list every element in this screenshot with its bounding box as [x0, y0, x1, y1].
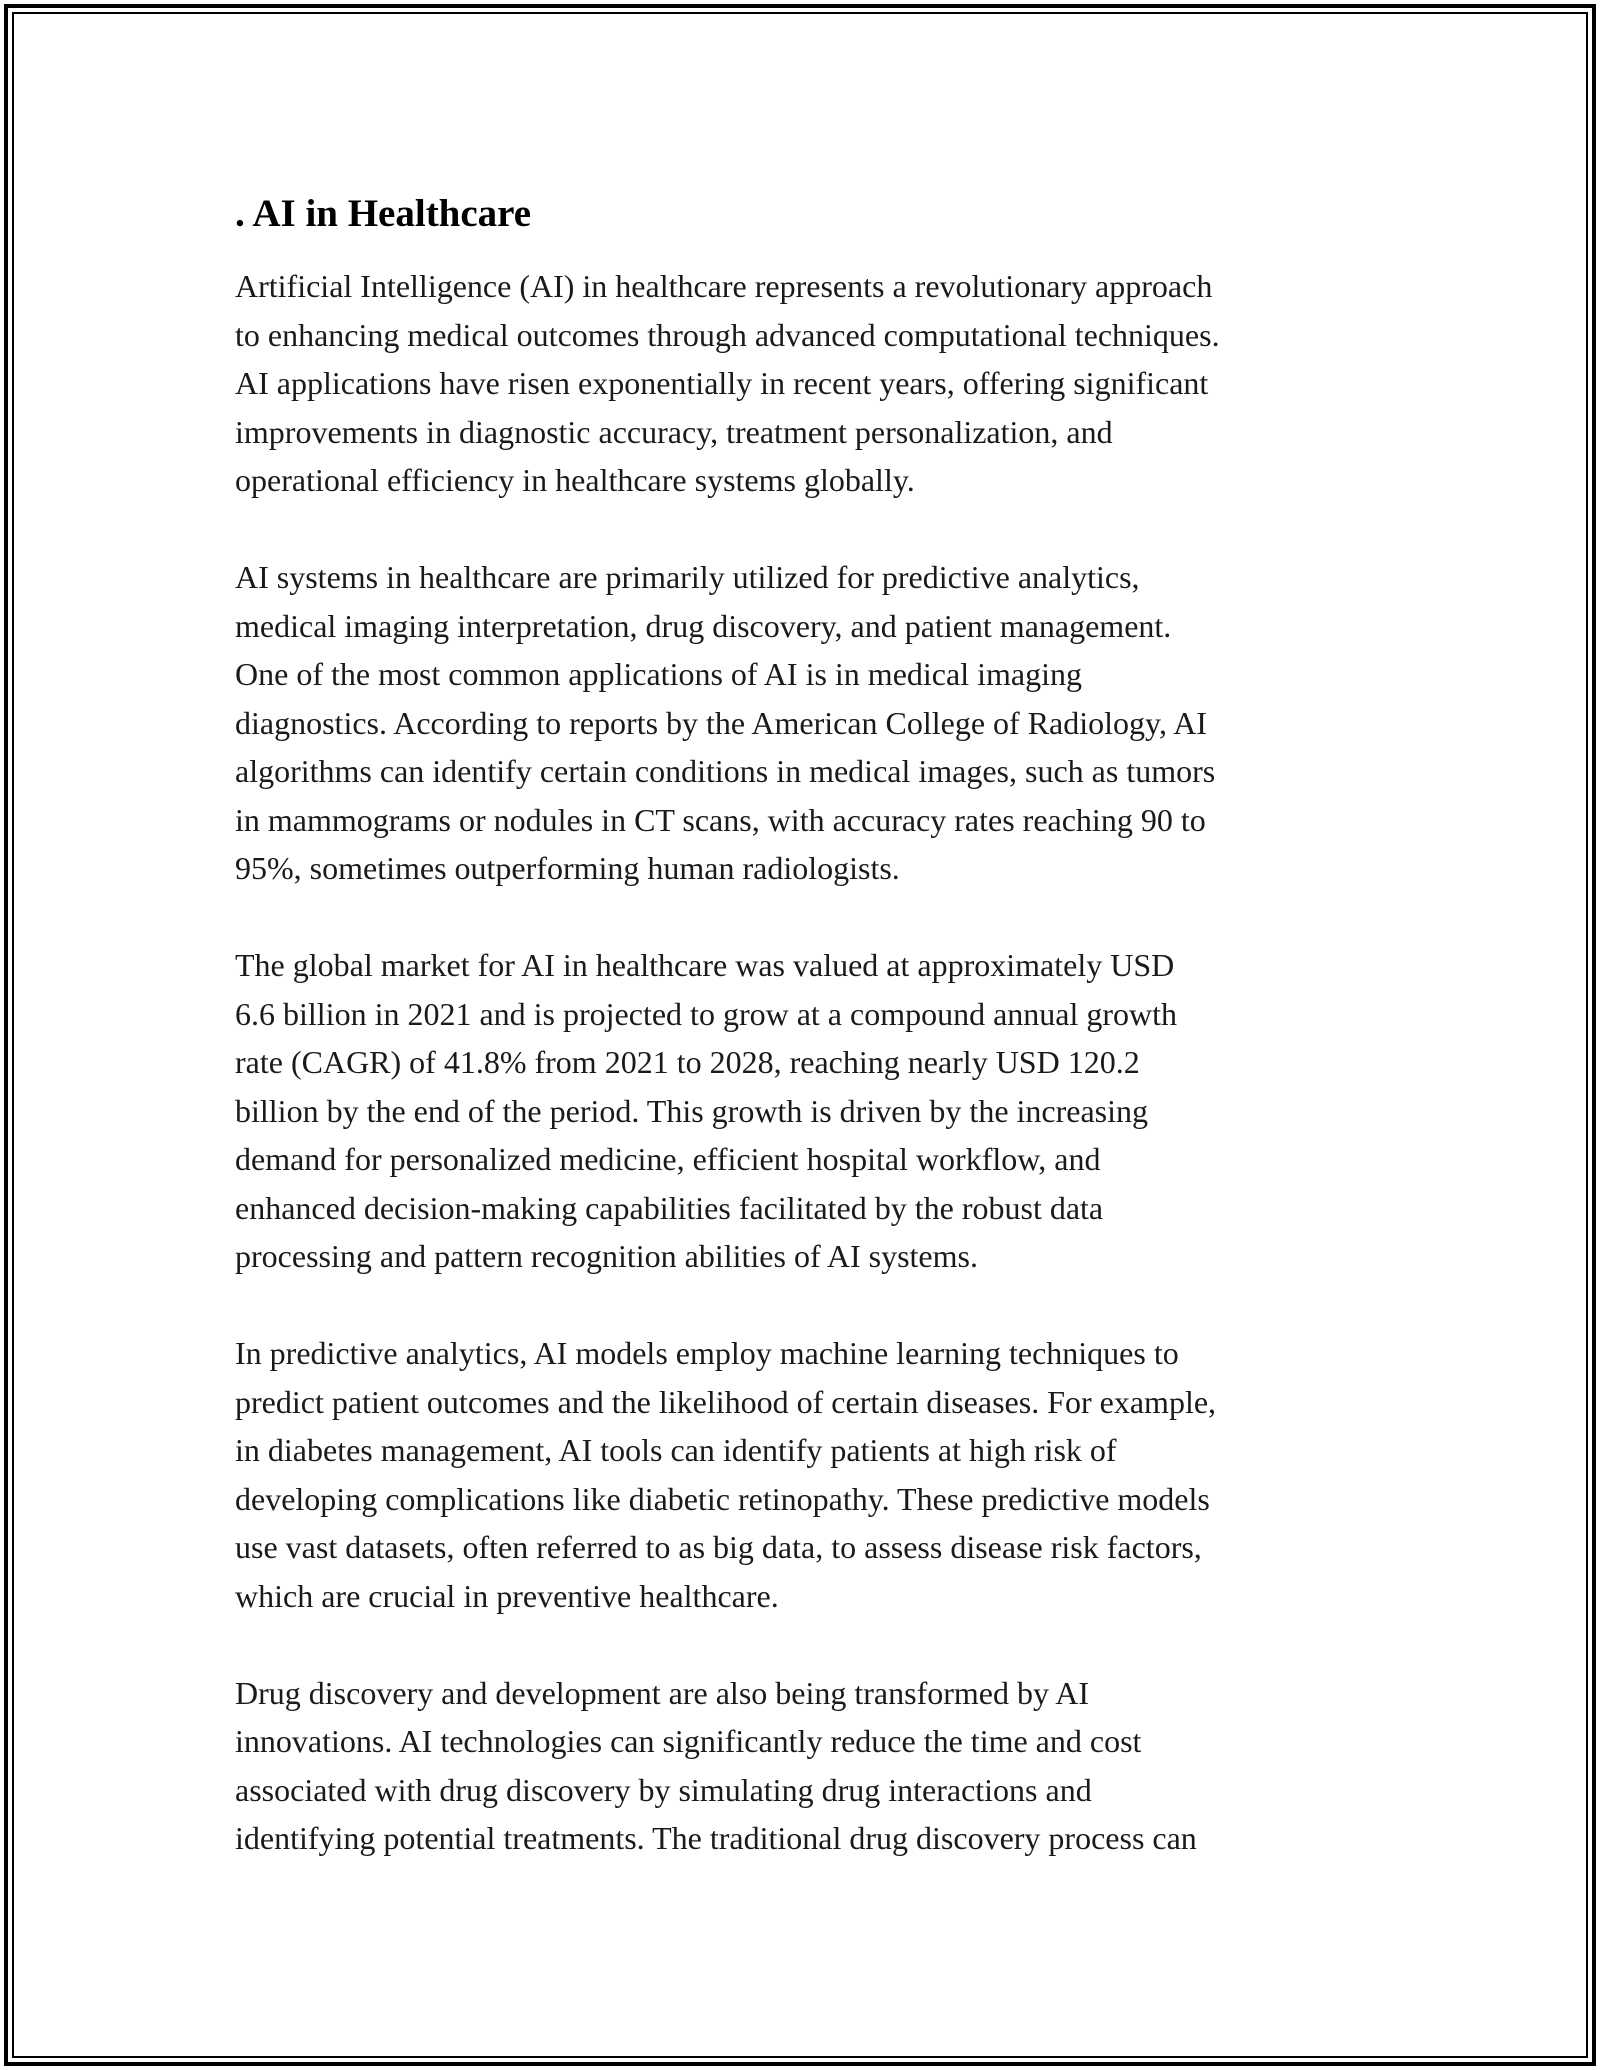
- page-title: . AI in Healthcare: [235, 192, 532, 235]
- paragraph-applications: AI systems in healthcare are primarily utilized for predictive analytics, medical imaging interpretation, drug discovery, and patient management. One of the most common applications of AI is in medical imaging diagnostics. According to reports by the American College of Radiology, AI algorithms can identify certain conditions in medical images, such as tumors in mammograms or nodules in CT scans, with accuracy rates reaching 90 to 95%, sometimes outperforming human radiologists.: [235, 559, 1216, 886]
- document-body: [235, 190, 1375, 1911]
- paragraph-market: The global market for AI in healthcare was valued at approximately USD 6.6 billion in 2021 and is projected to grow at a compound annual growth rate (CAGR) of 41.8% from 2021 to 2028, reaching nearly USD 120.2 billion by the end of the period. This growth is driven by the increasing demand for personalized medicine, efficient hospital workflow, and enhanced decision-making capabilities facilitated by the robust data processing and pattern recognition abilities of AI systems.: [235, 947, 1178, 1274]
- paragraph-drug-discovery: Drug discovery and development are also being transformed by AI innovations. AI technologies can significantly reduce the time and cost associated with drug discovery by simulating drug interactions and identifying potential treatments. The traditional drug discovery process can: [235, 1674, 1197, 1856]
- paragraph-predictive-analytics: In predictive analytics, AI models employ machine learning techniques to predict patient outcomes and the likelihood of certain diseases. For example, in diabetes management, AI tools can identify patients at high risk of developing complications like diabetic retinopathy. These predictive models use vast datasets, often referred to as big data, to assess disease risk factors, which are crucial in preventive healthcare.: [235, 1335, 1217, 1614]
- paragraph-introduction: Artificial Intelligence (AI) in healthcare represents a revolutionary approach to enhancing medical outcomes through advanced computational techniques. AI applications have risen exponentially in recent years, offering significant improvements in diagnostic accuracy, treatment personalization, and operational efficiency in healthcare systems globally.: [235, 268, 1220, 498]
